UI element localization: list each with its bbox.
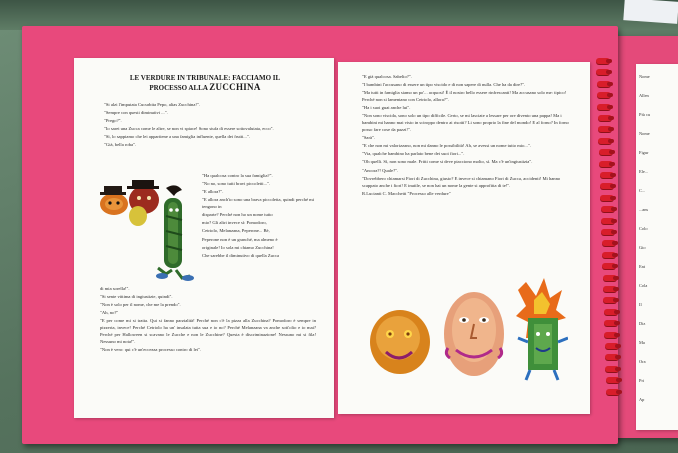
binder-ring — [599, 161, 613, 167]
title-line-2: PROCESSO ALLA — [149, 84, 208, 92]
text-line: Peperone non è un granché, ma almeno è — [202, 236, 278, 242]
binder-ring — [597, 81, 611, 87]
far-text-line: Colo — [639, 226, 648, 231]
far-text-line: Cola — [639, 283, 648, 288]
text-line: "No no, sono tutti bravi piccoletti...". — [202, 181, 271, 187]
binder-ring — [600, 183, 614, 189]
text-line: "E che non mi valorizzano, non mi danno le possibilità! Ah, se avessi un nome tutto mio...". — [362, 143, 531, 149]
binder-ring — [600, 172, 614, 178]
text-line: "Sarà". — [362, 135, 376, 141]
hat-figure-3 — [129, 206, 147, 226]
binder-ring — [606, 377, 620, 383]
title-line-1: LE VERDURE IN TRIBUNALE: FACCIAMO IL — [129, 74, 281, 82]
text-line: Cetriolo, Melanzana, Peperone... Bè, — [202, 228, 270, 234]
text-line: "Via, qualche bambino ha parlato bene dei suoi fiori...". — [362, 151, 465, 157]
text-line: "Ma tutti in famiglia siamo un po'... acquosi! È il nostro bello essere rinfrescanti! Ma accusano solo me: tipico! Perché non si lamentano con Cetriolo, allora?". — [362, 90, 567, 103]
binder-ring — [602, 252, 616, 258]
far-text-line: Gio — [639, 245, 646, 250]
binder-ring — [601, 218, 615, 224]
text-line: "Ancora?! Quale?". — [362, 167, 399, 173]
top-paragraph — [104, 102, 314, 151]
text-line: "Io sarei una Zucca come le altre, se non vi spiace! Sono stufa di essere sottovalutata, ecco". — [104, 126, 274, 132]
text-line: "Prego?". — [104, 118, 122, 124]
text-line: "E allora?". — [202, 189, 224, 195]
text-line: "Si alzi l'imputata Cucurbita Pepo, alias Zucchina!". — [104, 102, 200, 107]
far-text-line: Nome — [639, 74, 650, 79]
text-line: Che sarebbe il diminutivo di quella Zucca — [202, 252, 280, 258]
binder-ring — [606, 389, 620, 395]
far-sheet — [636, 64, 678, 430]
binder-ring — [602, 263, 616, 269]
pink-face-figure — [444, 292, 504, 376]
bottom-paragraph — [100, 286, 316, 355]
binder-ring — [596, 58, 610, 64]
text-line: "Si sente vittima di ingiustizie, quindi". — [100, 294, 173, 300]
text-line: "Oh quelli. Sì, non sono male. Fritti come si deve piacciono molto, sì. Ma c'è un'ingiustizia". — [362, 159, 533, 165]
text-line: "Non è solo per il nome, che me la prendo". — [100, 302, 181, 308]
binder-ring — [605, 366, 619, 372]
text-line: R.Lucianti C. Macchetti "Processo alle verdure" — [362, 190, 451, 196]
far-text-line: Ma — [639, 340, 645, 345]
text-line: "Non è vero: qui c'è un'eccezza processo contro di lei". — [100, 347, 202, 353]
binder-ring — [598, 126, 612, 132]
side-paragraph — [202, 173, 314, 261]
far-text-line: Il — [639, 302, 642, 307]
left-sheet — [74, 58, 334, 418]
binder-ring — [599, 149, 613, 155]
text-line: "Già, bella roba". — [104, 142, 137, 148]
zucchini-figure — [156, 185, 194, 281]
binder-ring — [604, 320, 618, 326]
far-text-line: Più cu — [639, 112, 651, 117]
hat-figure-1 — [100, 186, 128, 215]
far-text-line: Pri — [639, 378, 645, 383]
far-text-line: Nome — [639, 131, 650, 136]
binder-ring — [605, 354, 619, 360]
far-text-line: Figur — [639, 150, 649, 155]
vegetable-drawings-right — [368, 272, 568, 392]
far-text-line: Ora — [639, 359, 646, 364]
binder-ring — [605, 343, 619, 349]
far-text-line: Ent — [639, 264, 646, 269]
far-text-line: Ap — [639, 397, 645, 402]
title-big-word: ZUCCHINA — [209, 82, 261, 92]
binder-ring — [601, 229, 615, 235]
binder-rings — [596, 58, 616, 398]
binder-ring — [604, 332, 618, 338]
text-line: di mia sorella!". — [100, 286, 130, 291]
orange-face-figure — [370, 310, 430, 374]
text-line: "Dovrebbero chiamarsi Fiori di Zucchina, giusto? E invece si chiamano Fiori di Zucca, accidenti! Mi hanno scappato anche i fiori! E inutile, se non hai un nome la gente si approfitta di te!". — [362, 175, 561, 188]
far-text-line: Diz — [639, 321, 646, 326]
binder-ring — [601, 206, 615, 212]
binder-ring — [598, 115, 612, 121]
binder-ring — [597, 104, 611, 110]
binder-ring — [596, 69, 610, 75]
text-line: disparte? Perché non ho un nome tutto — [202, 212, 273, 218]
far-text-line: ...ans — [639, 207, 649, 212]
page-title — [110, 74, 300, 93]
binder-ring — [603, 297, 617, 303]
binder-ring — [604, 309, 618, 315]
right-sheet — [338, 62, 590, 414]
text-line: "Non sono viscida, sono solo un tipo difficile. Certo, se mi lasciate a lessare per ore divento una pappa! Ma i bambini mi hanno mai visto in sciroppo dentro ai risotti? Li sono proprio la fine del mondo! E al forno? In forno posso fare cose da pazzi!". — [362, 113, 569, 133]
text-line: "Ha qualcosa contro la sua famiglia?". — [202, 173, 273, 178]
text-line: "Sì, lo sappiamo che lei appartiene a una famiglia influente, quella dei frutti...". — [104, 134, 250, 140]
text-line: "E già qualcosa. Sabelio?". — [362, 74, 412, 79]
binder-ring — [603, 275, 617, 281]
binder-ring — [603, 286, 617, 292]
binder-ring — [600, 195, 614, 201]
paper-scrap — [623, 0, 678, 24]
text-line: "E per come mi si tratta. Qui si fanno parzialità! Perché non c'è la pizza alla Zucchina? Pomodoro è sempre in pizzeria, invece! Perché Cetriolo ha un' insalata tutta sua e io no? Perché Melanzana va anche sott'olio e io mai? Perché per Halloween si scavano le Zucche e non le Zucchine? Questa è discriminazione! Nessuno mi si fila! Nessuno mi nota!". — [100, 318, 316, 345]
text-line: mio? Gli altri invece sì: Pomodoro, — [202, 220, 267, 226]
text-line: originale! Io sola mi chiamo Zucchina! — [202, 244, 274, 250]
binder-ring — [602, 240, 616, 246]
text-line: "Sempre con questi diminutivi ...". — [104, 110, 168, 116]
binder-ring — [597, 92, 611, 98]
binder-ring — [598, 138, 612, 144]
text-line: "Ah, no?" — [100, 310, 119, 316]
text-line: "Ha i suoi guai anche lui". — [362, 105, 411, 111]
far-text-line: Allen — [639, 93, 649, 98]
text-line: "I bambini l'accusano di essere un tipo viscido e di non sapere di nulla. Che ha da dire?". — [362, 82, 526, 88]
text-line: "E allora anch'io sono una brava piccoletta, quindi perché mi tengono in — [202, 197, 314, 210]
right-paragraph — [362, 74, 576, 199]
far-text-line: Ele... — [639, 169, 649, 174]
vegetable-drawing-left — [96, 176, 200, 286]
flower-figure — [516, 278, 568, 380]
far-text-line: C... — [639, 188, 646, 193]
